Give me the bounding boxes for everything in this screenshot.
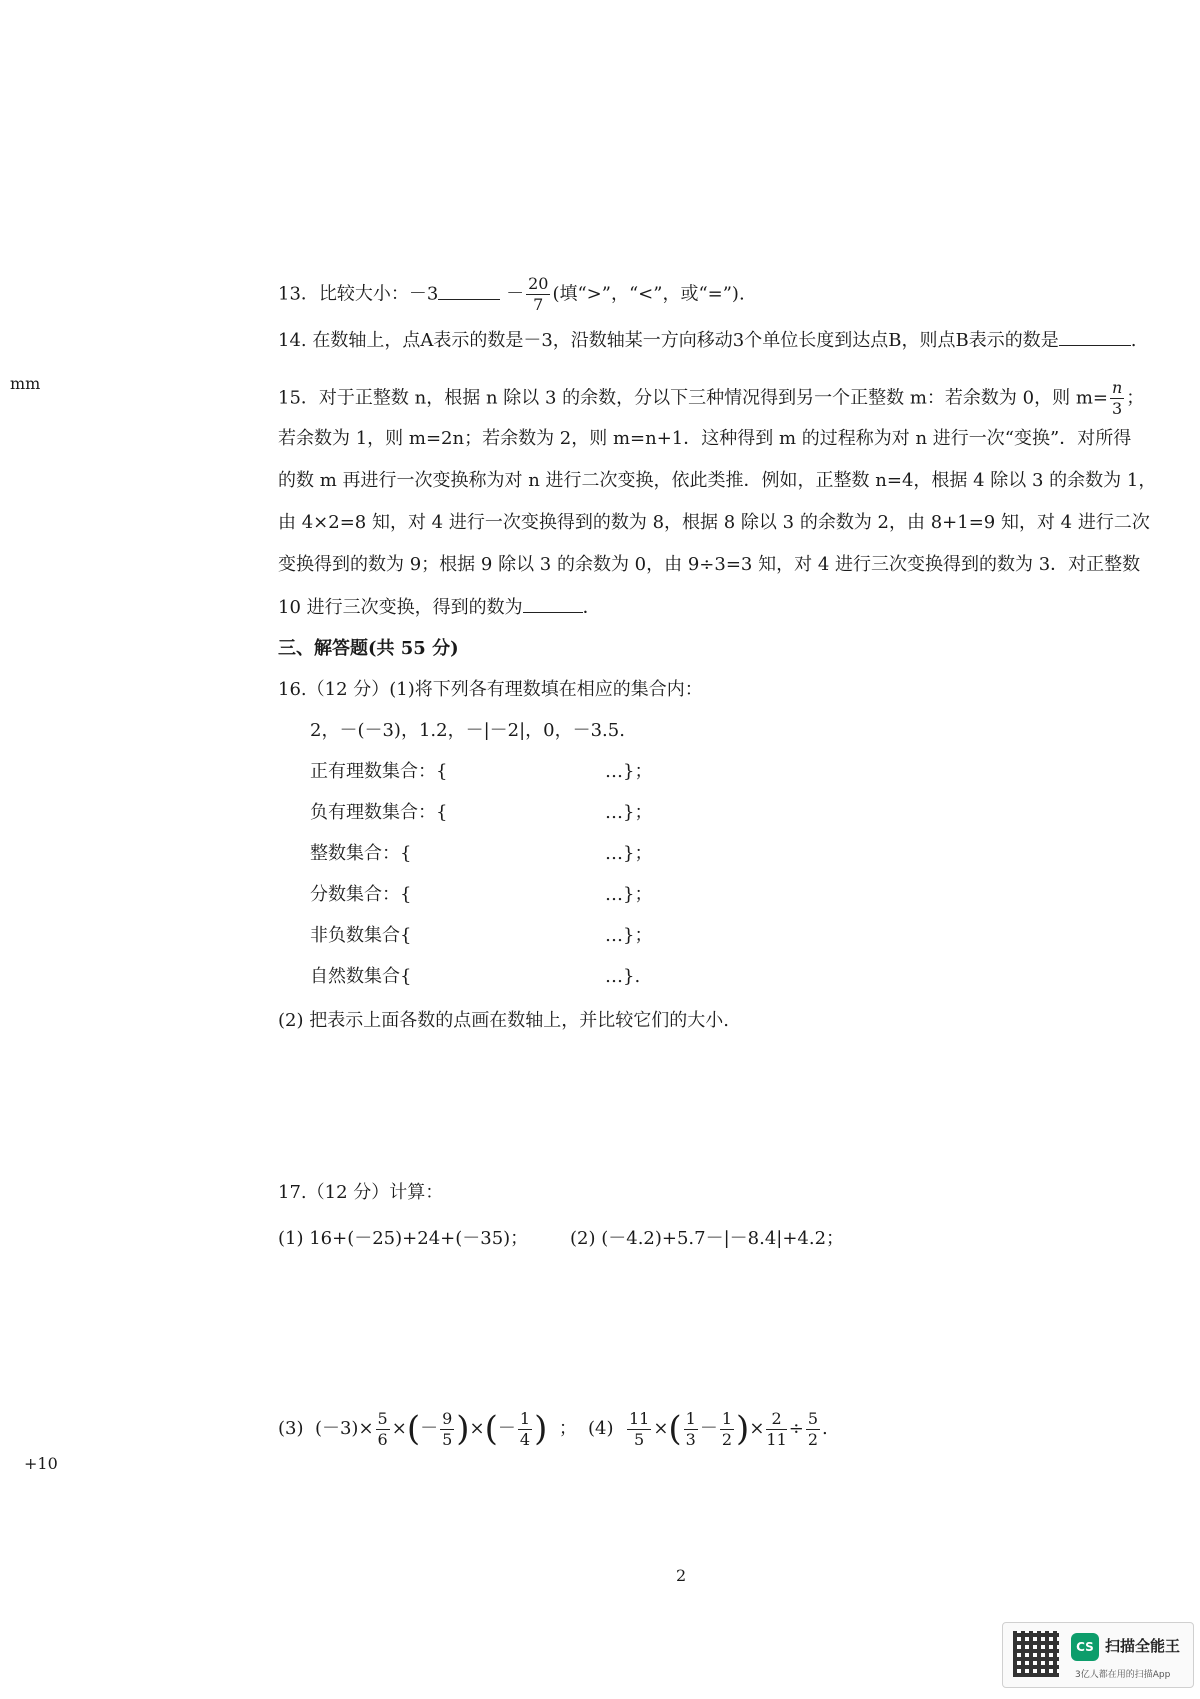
question-15-line-6 xyxy=(278,594,601,621)
set-close: …}； xyxy=(605,925,653,946)
frac-numerator: 11 xyxy=(628,1408,650,1428)
set-row-positive-rational xyxy=(310,759,653,785)
question-15-line-4: 由 4×2=8 知，对 4 进行一次变换得到的数为 8，根据 8 除以 3 的余数为 2，由 8+1=9 知，对 4 进行二次 xyxy=(278,512,1150,533)
q17-p4-frac-2 xyxy=(684,1409,698,1450)
q13-answer-blank xyxy=(438,281,500,300)
q13-frac-numerator: 20 xyxy=(528,274,549,293)
frac-numerator: 5 xyxy=(377,1408,388,1428)
q17-p4-label: (4) xyxy=(588,1418,614,1439)
q17-p4-frac-1 xyxy=(627,1409,651,1450)
question-16-header: 16.（12 分）(1)将下列各有理数填在相应的集合内： xyxy=(278,679,703,700)
times-sign: × xyxy=(653,1418,669,1439)
page-number: 2 xyxy=(676,1566,687,1585)
frac-denominator: 6 xyxy=(377,1429,388,1449)
q14-text: 14. 在数轴上，点A表示的数是－3，沿数轴某一方向移动3个单位长度到达点B，则点B表示的数是 xyxy=(278,330,1059,351)
q17-part-4 xyxy=(588,1404,828,1454)
set-label: 自然数集合{ xyxy=(310,966,412,987)
camscanner-logo-icon: CS xyxy=(1071,1633,1099,1661)
set-close: …}； xyxy=(605,802,653,823)
set-label: 整数集合：{ xyxy=(310,843,412,864)
section-3-title: 三、解答题(共 55 分) xyxy=(278,638,459,659)
frac-denominator: 5 xyxy=(634,1429,645,1449)
q17-p3-frac-2 xyxy=(440,1409,454,1450)
q15-line1-text: 15．对于正整数 n，根据 n 除以 3 的余数，分以下三种情况得到另一个正整数 m：若余数为 0，则 m= xyxy=(278,387,1108,409)
set-label: 正有理数集合：{ xyxy=(310,761,448,782)
q17-p3-label: (3) xyxy=(278,1418,304,1439)
right-paren: ) xyxy=(534,1409,548,1449)
margin-mark-top: mm xyxy=(10,374,41,393)
set-close: …}. xyxy=(605,966,641,987)
frac-denominator: 3 xyxy=(685,1429,696,1449)
frac-denominator: 2 xyxy=(807,1429,819,1449)
q17-p3-end: ； xyxy=(558,1418,577,1439)
minus-sign: － xyxy=(699,1418,718,1439)
times-sign: × xyxy=(469,1418,485,1439)
q15-line6-text: 10 进行三次变换，得到的数为 xyxy=(278,597,523,618)
frac-numerator: 1 xyxy=(685,1408,696,1428)
set-label: 非负数集合{ xyxy=(310,925,412,946)
set-row-natural xyxy=(310,964,641,990)
question-14 xyxy=(278,327,1136,354)
frac-denominator: 4 xyxy=(519,1429,531,1449)
set-row-fraction xyxy=(310,882,653,908)
qr-code-icon xyxy=(1013,1631,1059,1677)
right-paren: ) xyxy=(736,1409,750,1449)
scanner-watermark xyxy=(1002,1622,1194,1688)
q17-p4-frac-5 xyxy=(806,1409,820,1450)
left-paren: ( xyxy=(484,1409,498,1449)
q17-p3-frac-3 xyxy=(518,1409,532,1450)
question-15-line-1 xyxy=(278,378,1144,419)
q17-p3-factor-a: (－3)× xyxy=(314,1418,374,1439)
times-sign: × xyxy=(391,1418,407,1439)
q15-frac-denominator: 3 xyxy=(1112,399,1123,418)
left-paren: ( xyxy=(406,1409,421,1449)
set-row-non-negative xyxy=(310,923,653,949)
question-17-header: 17.（12 分）计算： xyxy=(278,1182,444,1203)
question-15-line-2: 若余数为 1，则 m=2n；若余数为 2，则 m=n+1．这种得到 m 的过程称为对 n 进行一次“变换”．对所得 xyxy=(278,428,1132,449)
q13-frac-denominator: 7 xyxy=(533,295,544,314)
frac-denominator: 2 xyxy=(721,1429,733,1449)
set-close: …}； xyxy=(605,884,653,905)
watermark-app-name: 扫描全能王 xyxy=(1105,1637,1181,1655)
frac-denominator: 5 xyxy=(442,1429,453,1449)
q16-part-2: (2) 把表示上面各数的点画在数轴上，并比较它们的大小. xyxy=(278,1010,729,1031)
q15-answer-blank xyxy=(523,594,583,613)
watermark-tagline: 3亿人都在用的扫描App xyxy=(1075,1670,1171,1680)
q14-end: . xyxy=(1130,330,1137,351)
q17-p3-frac-1 xyxy=(376,1409,390,1450)
frac-numerator: 5 xyxy=(807,1408,819,1428)
q13-fraction xyxy=(526,274,550,315)
question-13 xyxy=(278,274,745,315)
frac-numerator: 1 xyxy=(519,1408,531,1428)
times-sign: × xyxy=(749,1418,765,1439)
frac-numerator: 1 xyxy=(721,1408,733,1428)
q15-fraction xyxy=(1110,378,1124,419)
q17-part-3: (3) (－3)× $\frac{5}{6}$ ×(－ $\frac{9}{5}$ )×(－ $\frac{1}{4}$ ) ； xyxy=(278,1408,577,1449)
frac-numerator: 2 xyxy=(766,1409,786,1430)
set-close: …}； xyxy=(605,843,653,864)
frac-denominator: 11 xyxy=(766,1429,787,1449)
q13-frac-sign: － xyxy=(506,283,525,305)
question-15-line-5: 变换得到的数为 9；根据 9 除以 3 的余数为 0，由 9÷3=3 知，对 4 进行三次变换得到的数为 3．对正整数 xyxy=(278,554,1141,575)
q17-part-2: (2) (－4.2)+5.7－|－8.4|+4.2； xyxy=(570,1228,845,1249)
q15-frac-numerator: n xyxy=(1111,378,1123,397)
q15-line1-end: ； xyxy=(1126,387,1145,409)
q17-part-1: (1) 16+(－25)+24+(－35)； xyxy=(278,1228,529,1249)
q16-numbers: 2，－(－3)，1.2，－|－2|，0，－3.5. xyxy=(310,720,625,741)
q17-p4-frac-3 xyxy=(720,1409,734,1450)
set-close: …}； xyxy=(605,761,653,782)
q13-suffix: (填“>”，“<”，或“=”). xyxy=(552,283,745,305)
q17-p4-end: . xyxy=(822,1418,828,1439)
margin-mark-bottom: +10 xyxy=(24,1454,58,1473)
left-paren: ( xyxy=(668,1409,682,1449)
q13-prefix: 13．比较大小：－3 xyxy=(278,283,439,305)
q14-answer-blank xyxy=(1059,327,1131,346)
question-15-line-3: 的数 m 再进行一次变换称为对 n 进行二次变换，依此类推．例如，正整数 n=4，根据 4 除以 3 的余数为 1， xyxy=(278,470,1157,491)
set-row-integer xyxy=(310,841,653,867)
q15-line6-end: ． xyxy=(582,597,601,618)
right-paren: ) xyxy=(456,1409,470,1449)
set-label: 分数集合：{ xyxy=(310,884,412,905)
set-label: 负有理数集合：{ xyxy=(310,802,448,823)
frac-numerator: 9 xyxy=(442,1408,453,1428)
set-row-negative-rational xyxy=(310,800,653,826)
divide-sign: ÷ xyxy=(788,1418,804,1439)
q17-p4-frac-4 xyxy=(766,1409,786,1450)
